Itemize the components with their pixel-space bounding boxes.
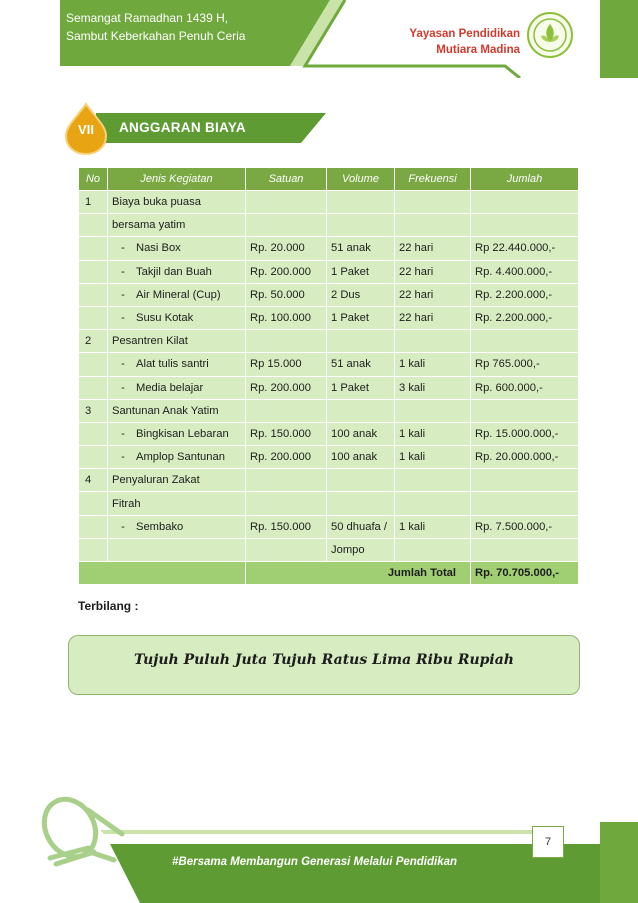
org-line-2: Mutiara Madina	[436, 44, 520, 56]
table-row	[79, 214, 579, 237]
cell-no	[79, 422, 108, 445]
cell-frequency: 3 kali	[395, 376, 471, 399]
table-row	[79, 469, 579, 492]
cell-unit-price	[246, 469, 327, 492]
header-frequency: Frekuensi	[395, 168, 471, 191]
cell-activity	[108, 515, 246, 538]
header-activity: Jenis Kegiatan	[108, 168, 246, 191]
drum-icon	[30, 790, 140, 870]
cell-amount	[471, 538, 579, 561]
cell-unit-price	[246, 214, 327, 237]
cell-amount	[471, 492, 579, 515]
activity-text: Amplop Santunan	[136, 451, 225, 464]
cell-amount	[471, 191, 579, 214]
cell-no	[79, 214, 108, 237]
cell-frequency	[395, 492, 471, 515]
cell-frequency	[395, 191, 471, 214]
table-row	[79, 538, 579, 561]
table-row	[79, 260, 579, 283]
list-dash: -	[121, 451, 125, 464]
cell-no	[79, 283, 108, 306]
cell-activity	[108, 237, 246, 260]
cell-volume	[327, 330, 395, 353]
cell-frequency: 22 hari	[395, 260, 471, 283]
cell-no	[79, 515, 108, 538]
cell-no: 3	[79, 399, 108, 422]
cell-no	[79, 446, 108, 469]
table-row	[79, 191, 579, 214]
slogan-line-1: Semangat Ramadhan 1439 H,	[66, 11, 229, 25]
cell-volume: 1 Paket	[327, 260, 395, 283]
cell-frequency: 1 kali	[395, 446, 471, 469]
header-amount: Jumlah	[471, 168, 579, 191]
cell-activity: Biaya buka puasa	[108, 191, 246, 214]
cell-amount: Rp. 600.000,-	[471, 376, 579, 399]
cell-amount	[471, 399, 579, 422]
cell-unit-price: Rp. 200.000	[246, 260, 327, 283]
cell-amount	[471, 214, 579, 237]
cell-amount	[471, 469, 579, 492]
cell-volume: Jompo	[327, 538, 395, 561]
cell-activity: Pesantren Kilat	[108, 330, 246, 353]
cell-activity: Fitrah	[108, 492, 246, 515]
cell-no: 1	[79, 191, 108, 214]
table-row	[79, 399, 579, 422]
cell-amount: Rp. 7.500.000,-	[471, 515, 579, 538]
page-number: 7	[532, 826, 564, 858]
cell-unit-price	[246, 399, 327, 422]
table-row	[79, 376, 579, 399]
cell-volume	[327, 469, 395, 492]
section-title: ANGGARAN BIAYA	[119, 120, 246, 135]
header-volume: Volume	[327, 168, 395, 191]
table-row	[79, 353, 579, 376]
total-row	[79, 562, 579, 585]
cell-frequency: 22 hari	[395, 283, 471, 306]
cell-unit-price	[246, 492, 327, 515]
cell-unit-price: Rp. 150.000	[246, 422, 327, 445]
terbilang-label: Terbilang :	[78, 599, 139, 613]
cell-no	[79, 260, 108, 283]
cell-activity: Santunan Anak Yatim	[108, 399, 246, 422]
cell-amount: Rp. 2.200.000,-	[471, 283, 579, 306]
cell-frequency	[395, 538, 471, 561]
list-dash: -	[121, 242, 125, 255]
cell-unit-price	[246, 330, 327, 353]
activity-text: Alat tulis santri	[136, 358, 209, 371]
org-line-1: Yayasan Pendidikan	[409, 28, 520, 40]
foundation-logo-icon	[527, 12, 573, 58]
section-number: VII	[78, 122, 94, 137]
cell-amount: Rp. 20.000.000,-	[471, 446, 579, 469]
cell-no	[79, 306, 108, 329]
table-row	[79, 330, 579, 353]
cell-unit-price: Rp. 150.000	[246, 515, 327, 538]
cell-activity	[108, 422, 246, 445]
cell-activity	[108, 353, 246, 376]
cell-no	[79, 492, 108, 515]
cell-activity	[108, 260, 246, 283]
table-row	[79, 515, 579, 538]
cell-no	[79, 376, 108, 399]
cell-unit-price: Rp 15.000	[246, 353, 327, 376]
cell-no	[79, 237, 108, 260]
table-header-row	[79, 168, 579, 191]
activity-text: Bingkisan Lebaran	[136, 427, 229, 440]
header-slogan	[66, 9, 245, 45]
cell-no	[79, 353, 108, 376]
cell-frequency: 1 kali	[395, 515, 471, 538]
list-dash: -	[121, 381, 125, 394]
activity-text: Sembako	[136, 520, 184, 533]
cell-no: 2	[79, 330, 108, 353]
cell-amount: Rp 22.440.000,-	[471, 237, 579, 260]
cell-volume: 2 Dus	[327, 283, 395, 306]
list-dash: -	[121, 427, 125, 440]
header-organization	[409, 26, 520, 58]
cell-volume: 51 anak	[327, 237, 395, 260]
cell-activity	[108, 446, 246, 469]
table-row	[79, 283, 579, 306]
cell-volume: 1 Paket	[327, 376, 395, 399]
cell-amount	[471, 330, 579, 353]
cell-volume: 51 anak	[327, 353, 395, 376]
cell-frequency	[395, 469, 471, 492]
table-row	[79, 446, 579, 469]
cell-unit-price: Rp. 50.000	[246, 283, 327, 306]
cell-frequency: 1 kali	[395, 422, 471, 445]
cell-unit-price	[246, 538, 327, 561]
cell-volume	[327, 191, 395, 214]
cell-activity: Penyaluran Zakat	[108, 469, 246, 492]
cell-activity	[108, 306, 246, 329]
list-dash: -	[121, 288, 125, 301]
cell-unit-price: Rp. 200.000	[246, 446, 327, 469]
cell-unit-price: Rp. 20.000	[246, 237, 327, 260]
total-label: Jumlah Total	[246, 562, 471, 585]
cell-volume	[327, 214, 395, 237]
cell-unit-price: Rp. 200.000	[246, 376, 327, 399]
cell-volume: 100 anak	[327, 422, 395, 445]
total-value: Rp. 70.705.000,-	[471, 562, 579, 585]
cell-activity	[108, 538, 246, 561]
cell-frequency	[395, 214, 471, 237]
list-dash: -	[121, 358, 125, 371]
table-row	[79, 422, 579, 445]
cell-volume: 50 dhuafa /	[327, 515, 395, 538]
cell-volume	[327, 492, 395, 515]
activity-text: Media belajar	[136, 381, 204, 394]
activity-text: Nasi Box	[136, 242, 181, 255]
cell-frequency	[395, 330, 471, 353]
list-dash: -	[121, 312, 125, 325]
cell-volume: 1 Paket	[327, 306, 395, 329]
cell-amount: Rp. 4.400.000,-	[471, 260, 579, 283]
table-row	[79, 237, 579, 260]
total-spacer	[79, 562, 246, 585]
cell-frequency: 22 hari	[395, 237, 471, 260]
activity-text: Takjil dan Buah	[136, 265, 212, 278]
table-row	[79, 306, 579, 329]
activity-text: Air Mineral (Cup)	[136, 288, 221, 301]
list-dash: -	[121, 520, 125, 533]
header-no: No	[79, 168, 108, 191]
header-unit-price: Satuan	[246, 168, 327, 191]
cell-unit-price	[246, 191, 327, 214]
cell-amount: Rp 765.000,-	[471, 353, 579, 376]
cell-amount: Rp. 2.200.000,-	[471, 306, 579, 329]
cell-activity	[108, 283, 246, 306]
cell-no	[79, 538, 108, 561]
cell-no: 4	[79, 469, 108, 492]
footer-tagline: #Bersama Membangun Generasi Melalui Pendidikan	[172, 856, 458, 868]
list-dash: -	[121, 265, 125, 278]
cell-frequency	[395, 399, 471, 422]
cell-activity	[108, 376, 246, 399]
terbilang-words: Tujuh Puluh Juta Tujuh Ratus Lima Ribu Rupiah	[133, 652, 514, 668]
cell-frequency: 1 kali	[395, 353, 471, 376]
cell-volume	[327, 399, 395, 422]
cell-unit-price: Rp. 100.000	[246, 306, 327, 329]
cell-activity: bersama yatim	[108, 214, 246, 237]
budget-table	[78, 167, 579, 585]
activity-text: Susu Kotak	[136, 312, 194, 325]
table-row	[79, 492, 579, 515]
slogan-line-2: Sambut Keberkahan Penuh Ceria	[66, 29, 246, 43]
cell-frequency: 22 hari	[395, 306, 471, 329]
cell-amount: Rp. 15.000.000,-	[471, 422, 579, 445]
cell-volume: 100 anak	[327, 446, 395, 469]
